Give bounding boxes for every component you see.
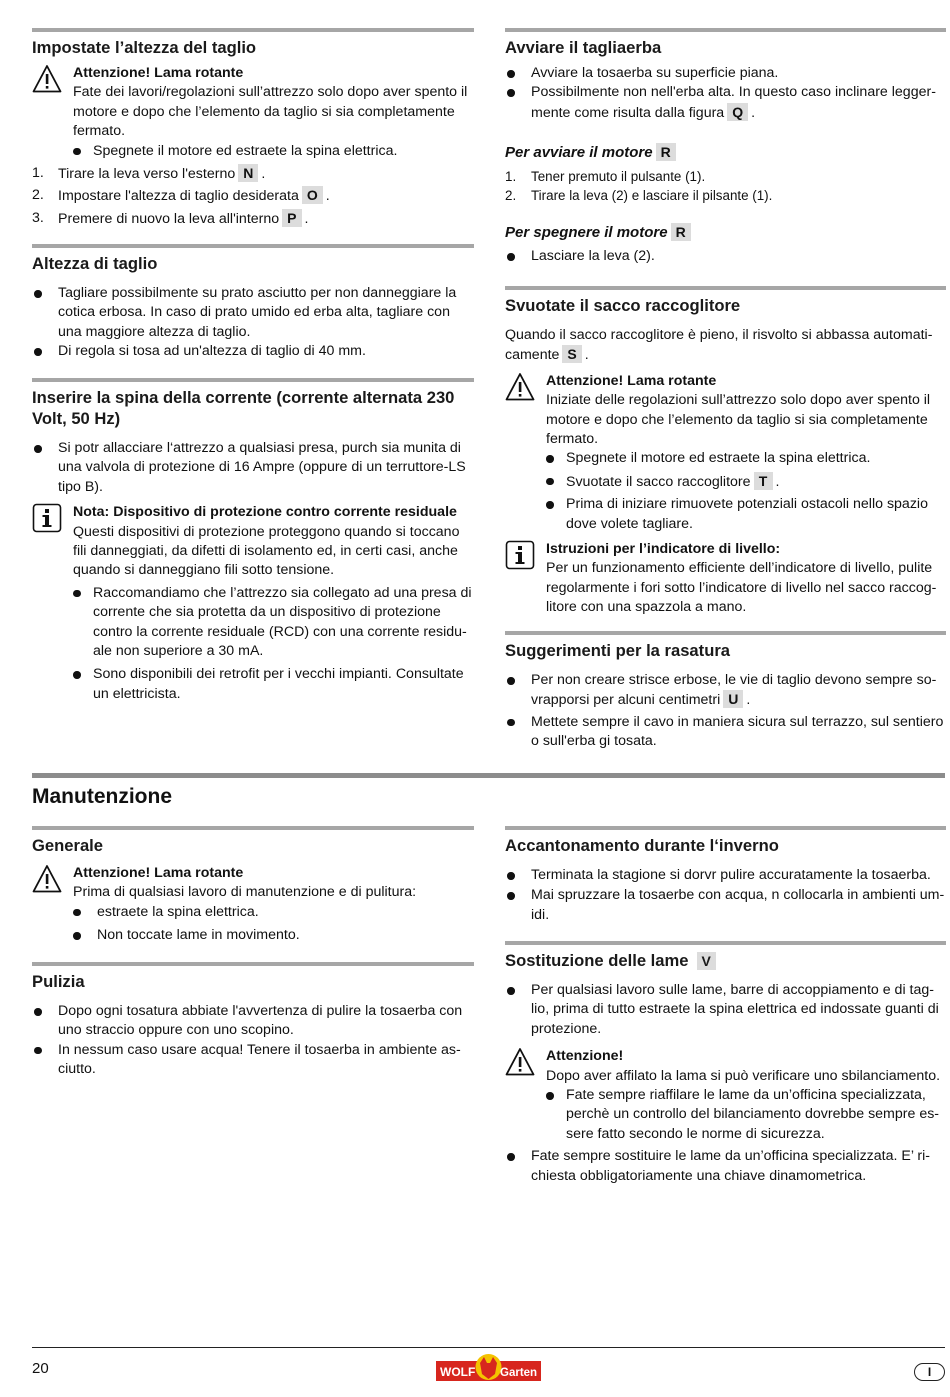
step-item: 1. Tirare la leva verso l'esterno N . (32, 165, 266, 183)
info-icon (32, 503, 62, 533)
warning-bullet: Non toccate lame in movimento. (73, 926, 474, 945)
list-item: Di regola si tosa ad un'altezza di taglio di 40 mm. (32, 342, 474, 361)
section-stop-engine (505, 223, 946, 266)
section-cleaning (32, 962, 474, 1080)
page-number: 20 (32, 1360, 49, 1377)
list-item: Fate sempre sostituire le lame da un’officina specializzata. E’ ri-chiesta obbligatoriamente una chiave dinamometrica. (505, 1147, 946, 1186)
section-title: Accantonamento durante l‘inverno (505, 836, 779, 855)
section-blade-replacement (505, 941, 946, 1186)
list-item: Mai spruzzare la tosaerbe con acqua, n collocarla in ambienti um-idi. (505, 886, 946, 925)
info-block (32, 503, 474, 704)
warning-title: Attenzione! (546, 1048, 624, 1065)
warning-bullet: Spegnete il motore ed estraete la spina elettrica. (546, 449, 946, 468)
warning-bullet: estraete la spina elettrica. (73, 903, 474, 922)
footer-rule (32, 1347, 945, 1348)
section-cutting-height (32, 244, 474, 362)
section-rule (505, 286, 946, 290)
figure-badge: Q (727, 103, 748, 121)
info-icon (505, 540, 535, 570)
section-rule (32, 826, 474, 830)
figure-badge: T (754, 472, 773, 490)
figure-badge: S (562, 345, 581, 363)
list-item: Si potr allacciare l‘attrezzo a qualsiasi presa, purch sia munita di una valvola di protezione di 16 Ampre (oppure di un terruttore-LS tipo B). (32, 439, 474, 497)
step-item: 2. Tirare la leva (2) e lasciare il pilsante (1). (505, 188, 773, 204)
step-item: 1. Tener premuto il pulsante (1). (505, 169, 706, 184)
subsection-title: Per spegnere il motore R (505, 223, 946, 243)
section-title: Impostate l’altezza del taglio (32, 38, 257, 57)
section-start-mower (505, 28, 946, 123)
list-item: In nessum caso usare acqua! Tenere il tosaerba in ambiente as-ciutto. (32, 1041, 474, 1080)
info-bullet: Sono disponibili dei retrofit per i vecchi impianti. Consultate un elettricista. (73, 665, 474, 704)
warning-block (505, 1047, 946, 1144)
warning-block (32, 864, 474, 946)
warning-title: Attenzione! Lama rotante (73, 65, 244, 81)
info-text: Per un funzionamento efficiente dell’indicatore di livello, pulite regolarmente i fori sotto l’indicatore di livello nel sacco raccog-litore con una spazzola a mano. (546, 560, 937, 616)
step-item: 3. Premere di nuovo la leva all'interno P . (32, 209, 309, 227)
list-item: Mettete sempre il cavo in maniera sicura sul terrazzo, sul sentiero o sull'erba gi tosata. (505, 713, 946, 752)
section-title: Svuotate il sacco raccoglitore (505, 296, 741, 315)
warning-bullet: Prima di iniziare rimuovete potenziali ostacoli nello spazio dove volete tagliare. (546, 495, 946, 534)
subsection-title: Per avviare il motore R (505, 143, 946, 163)
language-badge: I (914, 1363, 945, 1381)
warning-block (32, 64, 474, 161)
steps-list (32, 164, 474, 229)
warning-triangle-icon (505, 1047, 535, 1077)
warning-block (505, 372, 946, 534)
section-rule (505, 631, 946, 635)
figure-badge: O (302, 186, 323, 204)
list-item: Dopo ogni tosatura abbiate l'avvertenza di pulire la tosaerba con uno straccio oppure con uno scopino. (32, 1002, 474, 1041)
warning-title: Attenzione! Lama rotante (73, 865, 244, 881)
section-rule (32, 962, 474, 966)
info-title: Nota: Dispositivo di protezione contro corrente residuale (73, 504, 457, 521)
section-rule (505, 826, 946, 830)
section-cutting-height-setting (32, 28, 474, 229)
figure-badge: R (656, 143, 676, 161)
section-start-engine (505, 143, 946, 206)
warning-triangle-icon (32, 64, 62, 94)
warning-text: Prima di qualsiasi lavoro di manutenzione e di pulitura: (73, 884, 417, 901)
warning-bullet: Fate sempre riaffilare le lame da un’officina specializzata, perchè un controllo del bilanciamento dovrebbe sempre es-sere fatto secondo le norme di sicurezza. (546, 1086, 946, 1144)
list-item: Possibilmente non nell'erba alta. In questo caso inclinare legger-mente come risulta dalla figura Q . (505, 83, 946, 123)
paragraph: Quando il sacco raccoglitore è pieno, il risvolto si abbassa automati-camente S . (505, 327, 933, 364)
list-item: Terminata la stagione si dorvr pulire accuratamente la tosaerba. (505, 866, 946, 885)
info-bullet: Raccomandiamo che l’attrezzo sia collegato ad una presa di corrente che sia protetta da un dispositivo di protezione contro la corrente residuale (RCD) con una corrente residu-ale non superiore a 30 mA. (73, 584, 474, 662)
step-item: 2. Impostare l'altezza di taglio desiderata O . (32, 187, 330, 205)
figure-badge: R (671, 223, 691, 241)
section-mowing-tips (505, 631, 946, 752)
section-empty-bag (505, 286, 946, 618)
warning-text: Fate dei lavori/regolazioni sull’attrezzo solo dopo aver spento il motore e dopo che l’elemento da taglio si sia completamente fermato. (73, 84, 468, 140)
figure-badge: U (723, 690, 743, 708)
warning-bullet: Svuotate il sacco raccoglitore T . (546, 472, 946, 492)
list-item: Lasciare la leva (2). (505, 247, 946, 266)
svg-text:Garten: Garten (500, 1367, 538, 1379)
page-heading: Manutenzione (32, 785, 172, 808)
warning-triangle-icon (505, 372, 535, 402)
warning-triangle-icon (32, 864, 62, 894)
figure-badge: V (697, 952, 716, 970)
section-winter-storage (505, 826, 946, 925)
warning-bullet: Spegnete il motore ed estraete la spina elettrica. (73, 142, 474, 161)
warning-title: Attenzione! Lama rotante (546, 372, 717, 389)
info-text: Questi dispositivi di protezione proteggono quando si toccano fili danneggiati, da difetti di isolamento ed, in certi casi, anche quando si danneggiano fili sotto tensione. (73, 523, 460, 579)
info-block (505, 540, 946, 618)
figure-badge: N (238, 164, 258, 182)
list-item: Per qualsiasi lavoro sulle lame, barre di accoppiamento e di tag-lio, prima di tutto estraete la spina elettrica ed indossate guanti di protezione. (505, 981, 946, 1039)
maintenance-header (32, 773, 945, 810)
section-title: Altezza di taglio (32, 254, 158, 273)
svg-text:WOLF: WOLF (440, 1365, 476, 1379)
section-rule (505, 28, 946, 32)
warning-text: Dopo aver affilato la lama si può verificare uno sbilanciamento. (546, 1067, 941, 1084)
section-power-plug (32, 378, 474, 704)
wolf-garten-logo (436, 1352, 541, 1384)
warning-text: Iniziate delle regolazioni sull’attrezzo solo dopo aver spento il motore e dopo che l’elemento da taglio si sia completamente fermato. (546, 392, 931, 448)
list-item: Tagliare possibilmente su prato asciutto per non danneggiare la cotica erbosa. In caso di prato umido ed erba alta, tagliare con una maggiore altezza di taglio. (32, 284, 474, 342)
section-title: Suggerimenti per la rasatura (505, 641, 731, 660)
section-title: Sostituzione delle lame V (505, 950, 946, 971)
main-rule (32, 773, 945, 778)
section-title: Generale (32, 836, 104, 855)
info-title: Istruzioni per l’indicatore di livello: (546, 541, 781, 558)
section-general (32, 826, 474, 946)
figure-badge: P (282, 209, 301, 227)
section-rule (32, 378, 474, 382)
list-item: Per non creare strisce erbose, le vie di taglio devono sempre so-vrapporsi per alcuni centimetri U . (505, 671, 946, 711)
section-title: Pulizia (32, 972, 85, 991)
section-rule (505, 941, 946, 945)
section-title: Inserire la spina della corrente (corrente alternata 230 Volt, 50 Hz) (32, 388, 455, 428)
section-title: Avviare il tagliaerba (505, 38, 662, 57)
section-rule (32, 244, 474, 248)
list-item: Avviare la tosaerba su superficie piana. (505, 64, 946, 83)
section-rule (32, 28, 474, 32)
